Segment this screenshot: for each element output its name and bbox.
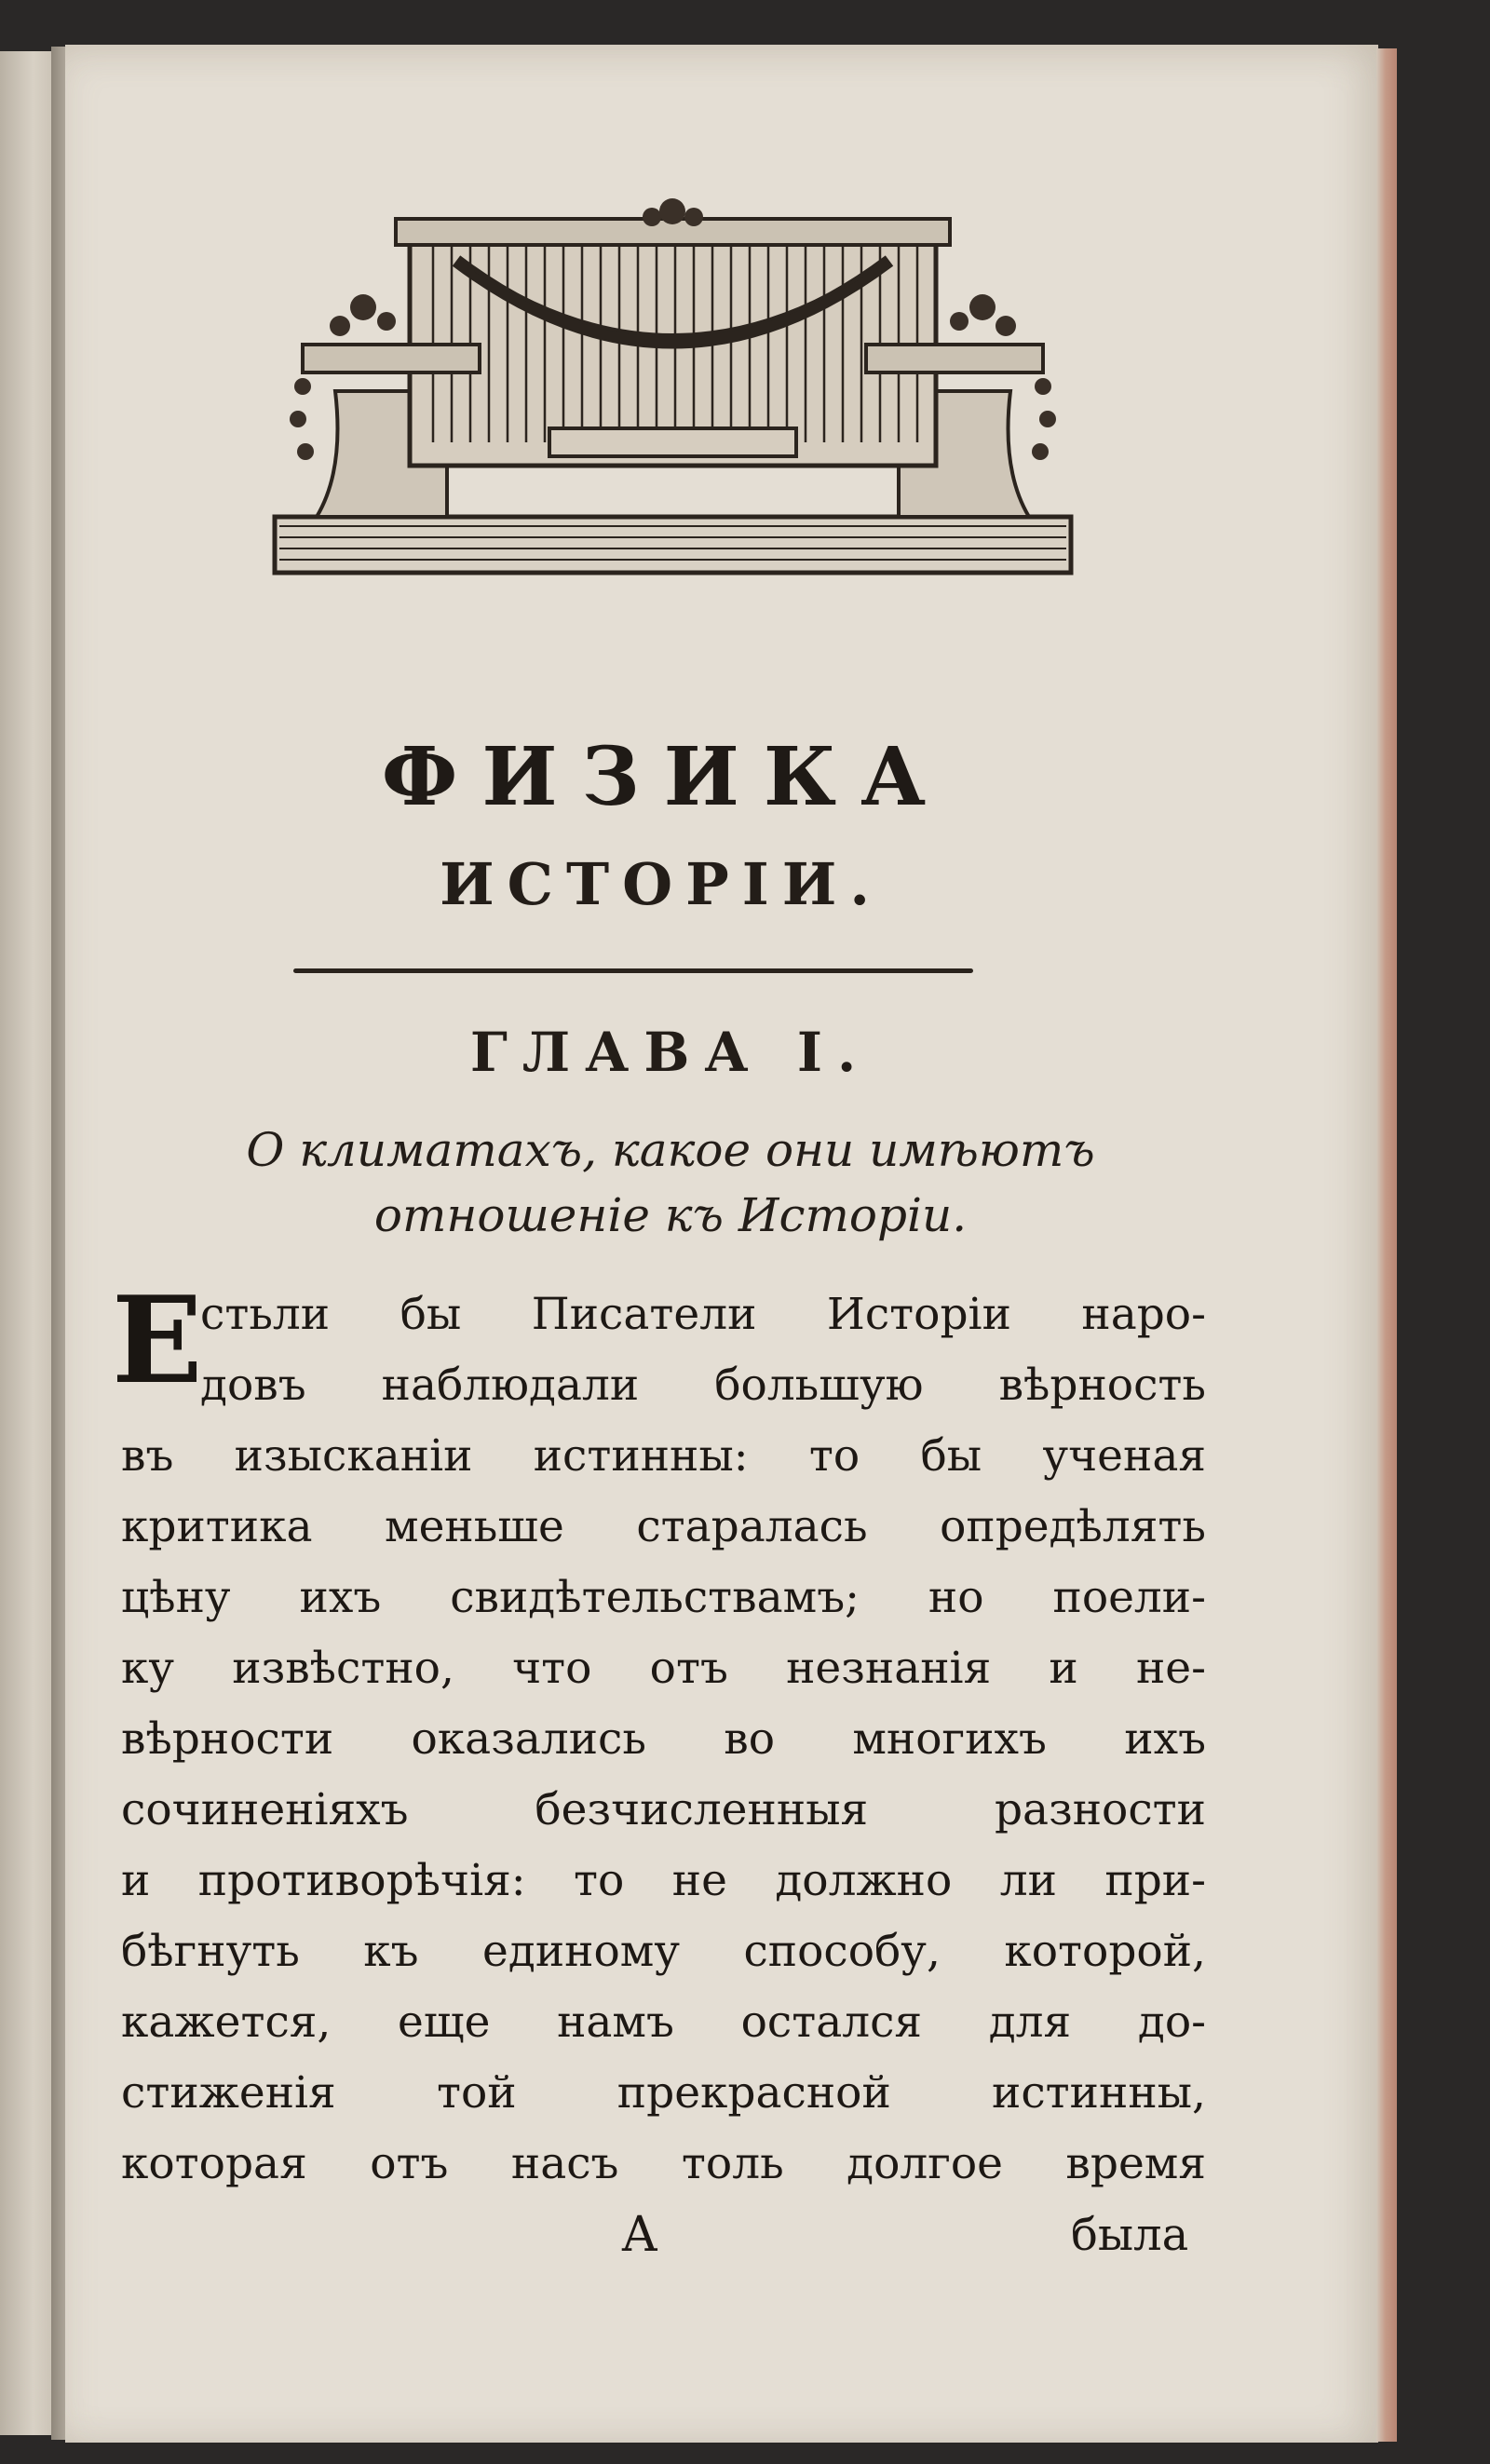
decorative-woodcut-headpiece-icon bbox=[261, 191, 1085, 591]
text-line: въ изысканiи истинны: то бы ученая bbox=[121, 1430, 1206, 1482]
horizontal-rule bbox=[293, 968, 973, 973]
text-line: довъ наблюдали большую вѣрность bbox=[200, 1360, 1206, 1411]
page-title: ФИЗИКА bbox=[381, 730, 951, 824]
catchword: была bbox=[1071, 2209, 1189, 2261]
text-line: вѣрности оказались во многихъ ихъ bbox=[121, 1713, 1206, 1765]
text-line: кажется, еще намъ остался для до- bbox=[121, 1997, 1206, 2048]
text-line: стиженiя той прекрасной истинны, bbox=[121, 2067, 1206, 2119]
text-line: цѣну ихъ свидѣтельствамъ; но поели- bbox=[121, 1572, 1206, 1623]
text-line: бѣгнуть къ единому способу, которой, bbox=[121, 1926, 1206, 1977]
chapter-heading: ГЛАВА I. bbox=[469, 1021, 872, 1084]
chapter-subtitle-line-1: О климатахъ, какое они имѣютъ bbox=[246, 1123, 1095, 1177]
text-line: и противорѣчiя: то не должно ли при- bbox=[121, 1855, 1206, 1906]
text-line: стьли бы Писатели Исторiи наро- bbox=[200, 1289, 1206, 1340]
text-line: критика меньше старалась опредѣлять bbox=[121, 1501, 1206, 1552]
signature-mark: A bbox=[622, 2207, 657, 2263]
text-line: которая отъ насъ толь долгое время bbox=[121, 2138, 1206, 2189]
text-line: сочиненiяхъ безчисленныя разности bbox=[121, 1784, 1206, 1835]
text-line: ку извѣстно, что отъ незнанiя и не- bbox=[121, 1643, 1206, 1694]
page-subtitle: ИСТОРIИ. bbox=[440, 850, 883, 918]
chapter-subtitle-line-2: отношенiе къ Исторiи. bbox=[373, 1188, 968, 1242]
drop-cap-letter: Е bbox=[112, 1271, 203, 1411]
left-page-edge bbox=[0, 51, 56, 2435]
page-edge-red bbox=[1376, 48, 1397, 2442]
